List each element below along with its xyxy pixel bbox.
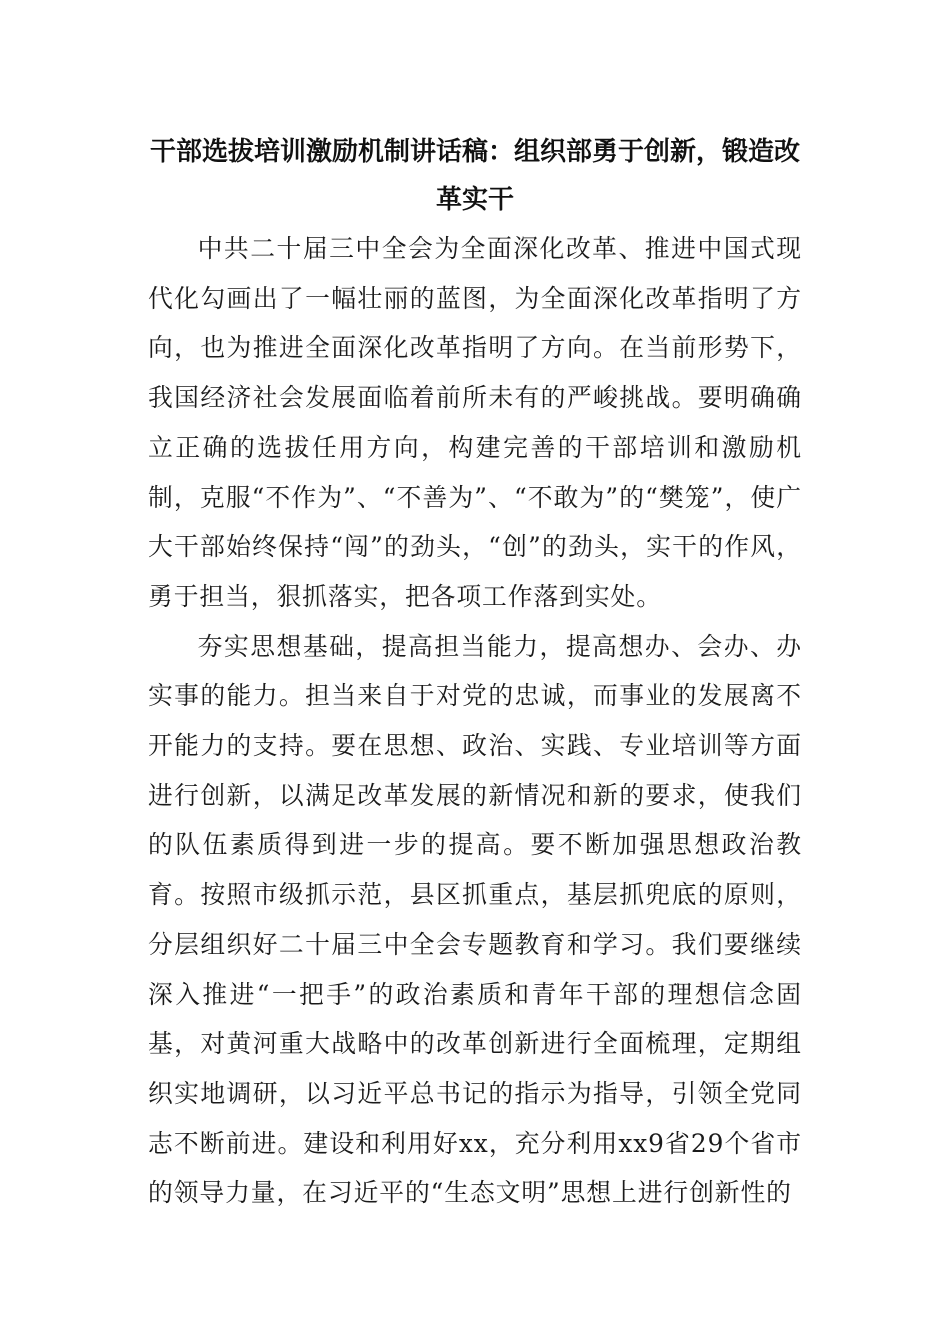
paragraph-1: 中共二十届三中全会为全面深化改革、推进中国式现代化勾画出了一幅壮丽的蓝图，为全面深化改革指明了方向，也为推进全面深化改革指明了方向。在当前形势下，我国经济社会发展面临着前所未有的严峻挑战。要明确确立正确的选拔任用方向，构建完善的干部培训和激励机制，克服“不作为”、“不善为”、“不敢为”的“樊笼”，使广大干部始终保持“闯”的劲头，“创”的劲头，实干的作风，勇于担当，狠抓落实，把各项工作落到实处。 — [148, 234, 802, 611]
document-title: 干部选拔培训激励机制讲话稿：组织部勇于创新，锻造改革实干 — [149, 137, 800, 215]
paragraph-2: 夯实思想基础，提高担当能力，提高想办、会办、办实事的能力。担当来自于对党的忠诚，而事业的发展离不开能力的支持。要在思想、政治、实践、专业培训等方面进行创新，以满足改革发展的新情况和新的要求，使我们的队伍素质得到进一步的提高。要不断加强思想政治教育。按照市级抓示范，县区抓重点，基层抓兜底的原则，分层组织好二十届三中全会专题教育和学习。我们要继续深入推进“一把手”的政治素质和青年干部的理想信念固基，对黄河重大战略中的改革创新进行全面梳理，定期组织实地调研，以习近平总书记的指示为指导，引领全党同志不断前进。建设和利用好xx，充分利用xx9省29个省市的领导力量，在习近平的“生态文明”思想上进行创新性的 — [148, 631, 802, 1208]
document-body — [148, 224, 802, 1218]
